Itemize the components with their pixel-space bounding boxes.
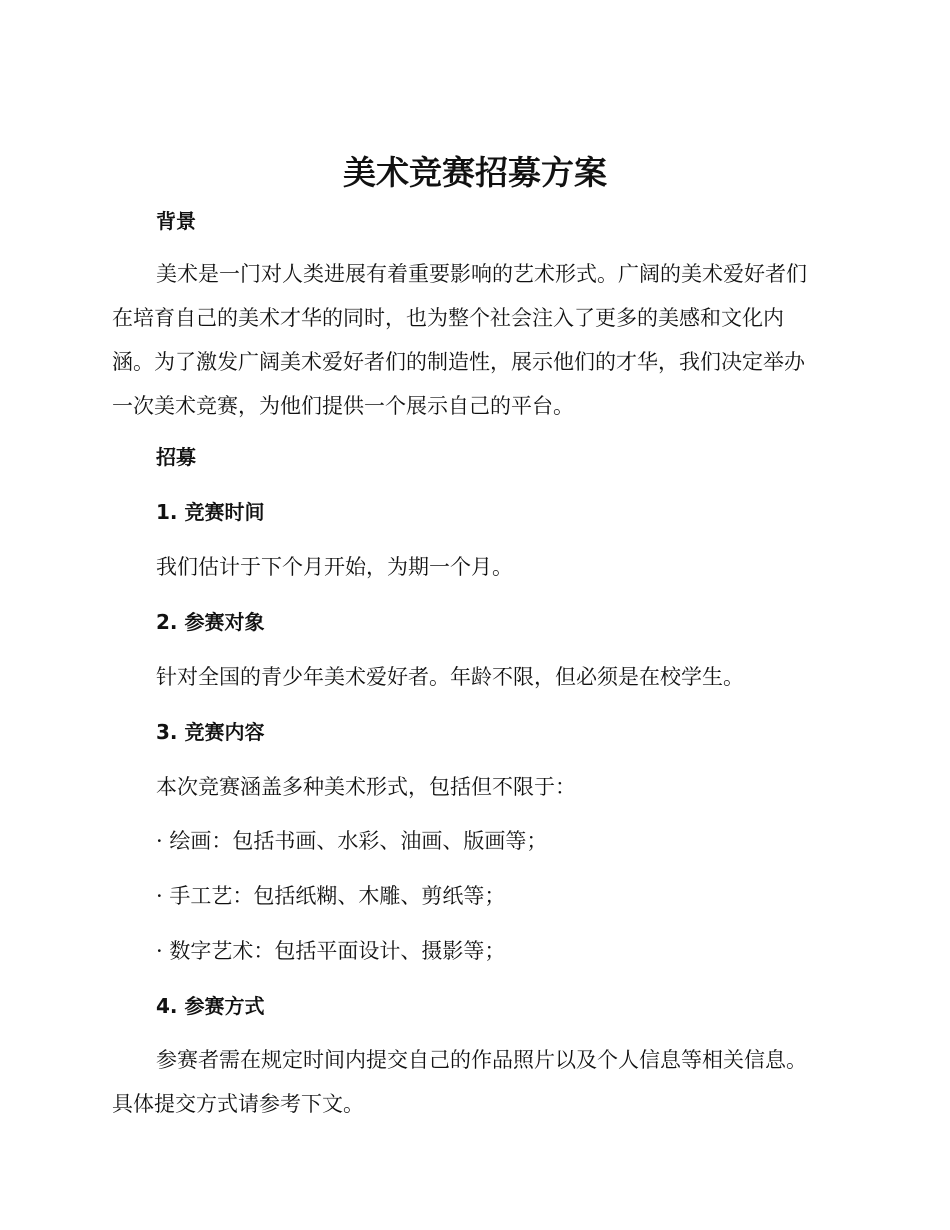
- background-paragraph-line-1: 美术是一门对人类进展有着重要影响的艺术形式。广阔的美术爱好者们: [156, 262, 807, 286]
- subheading-competition-time: 1. 竞赛时间: [156, 500, 265, 524]
- background-paragraph-line-2: 在培育自己的美术才华的同时，也为整个社会注入了更多的美感和文化内: [112, 306, 784, 330]
- participation-method-line-1: 参赛者需在规定时间内提交自己的作品照片以及个人信息等相关信息。: [156, 1048, 807, 1072]
- participation-method-line-2: 具体提交方式请参考下文。: [112, 1092, 364, 1116]
- subheading-competition-content: 3. 竞赛内容: [156, 720, 265, 744]
- subheading-participation-method: 4. 参赛方式: [156, 994, 265, 1018]
- content-list-item-painting: · 绘画：包括书画、水彩、油画、版画等；: [156, 829, 548, 853]
- background-paragraph-line-3: 涵。为了激发广阔美术爱好者们的制造性，展示他们的才华，我们决定举办: [112, 350, 805, 374]
- document-title: 美术竞赛招募方案: [343, 153, 607, 192]
- participants-text: 针对全国的青少年美术爱好者。年龄不限，但必须是在校学生。: [156, 665, 744, 689]
- competition-content-intro: 本次竞赛涵盖多种美术形式，包括但不限于：: [156, 775, 576, 799]
- section-heading-recruit: 招募: [156, 445, 196, 469]
- background-paragraph-line-4: 一次美术竞赛，为他们提供一个展示自己的平台。: [112, 394, 574, 418]
- content-list-item-handicraft: · 手工艺：包括纸糊、木雕、剪纸等；: [156, 884, 506, 908]
- subheading-participants: 2. 参赛对象: [156, 610, 265, 634]
- competition-time-text: 我们估计于下个月开始，为期一个月。: [156, 555, 513, 579]
- content-list-item-digital-art: · 数字艺术：包括平面设计、摄影等；: [156, 939, 506, 963]
- section-heading-background: 背景: [156, 209, 196, 233]
